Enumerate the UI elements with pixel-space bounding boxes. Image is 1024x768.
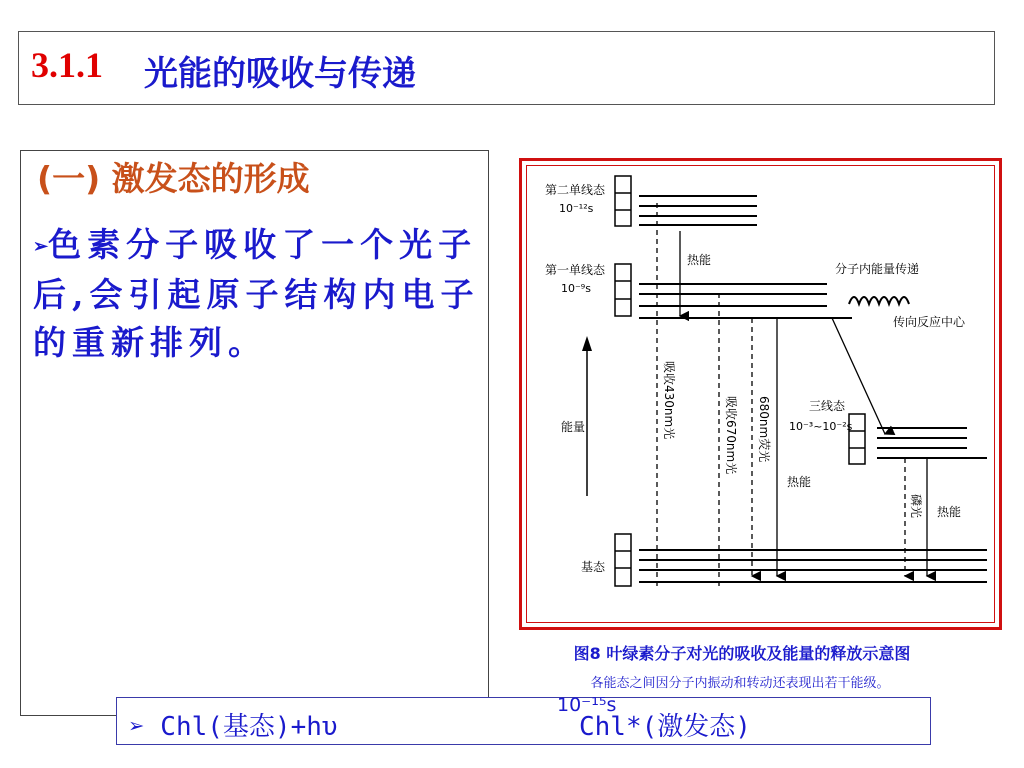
ground-box (615, 534, 631, 586)
equation-left: ➢ Chl(基态)+hυ (129, 712, 338, 742)
bullet-text: 色素分子吸收了一个光子后,会引起原子结构内电子的重新排列。 (33, 225, 480, 362)
label-first-singlet: 第一单线态 (545, 263, 606, 277)
equation-right: Chl*(激发态) (579, 712, 751, 742)
label-absorb670: 吸收670nm光 (724, 396, 738, 475)
first-singlet-levels (639, 284, 852, 318)
label-heat-mid: 热能 (787, 475, 812, 489)
label-heat-top: 热能 (687, 253, 712, 267)
figure-inner-border (526, 165, 995, 623)
triplet-levels (877, 428, 987, 458)
second-singlet-levels (639, 196, 757, 225)
label-energy: 能量 (561, 420, 586, 434)
title-box (18, 31, 995, 105)
first-singlet-box (615, 264, 631, 316)
label-heat-right: 热能 (937, 505, 962, 519)
second-singlet-box (615, 176, 631, 226)
figure-frame (519, 158, 1002, 630)
label-absorb430: 吸收430nm光 (662, 361, 676, 440)
ground-levels (639, 550, 987, 582)
arrow-intersystem (832, 318, 885, 434)
energy-level-diagram (527, 166, 998, 626)
figure-caption-note: 各能态之间因分子内振动和转动还表现出若干能级。 (590, 676, 890, 691)
section-heading: (一) 激发态的形成 (37, 159, 310, 198)
wave-icon (849, 297, 909, 304)
label-to-center: 传向反应中心 (893, 315, 966, 329)
title-number: 3.1.1 (31, 45, 103, 85)
energy-axis-arrowhead (582, 336, 592, 351)
label-second-singlet-time: 10⁻¹²s (559, 202, 594, 215)
label-second-singlet: 第二单线态 (545, 183, 606, 197)
bullet-arrow-icon: ➢ (33, 236, 49, 257)
title-text: 光能的吸收与传递 (144, 54, 416, 94)
label-ground: 基态 (581, 560, 606, 574)
equation-exponent: 10⁻¹⁵s (557, 694, 617, 716)
equation-box (116, 694, 931, 745)
label-triplet: 三线态 (809, 399, 846, 413)
bullet-paragraph (33, 221, 483, 367)
label-triplet-time: 10⁻³~10⁻²s (789, 420, 853, 433)
figure-caption: 图8 叶绿素分子对光的吸收及能量的释放示意图 (573, 644, 911, 663)
left-text-box (20, 150, 489, 716)
label-intra-transfer: 分子内能量传递 (835, 262, 920, 276)
label-fluor680: 680nm荧光 (757, 396, 771, 463)
label-phosphor: 磷光 (909, 494, 923, 519)
label-first-singlet-time: 10⁻⁹s (561, 282, 591, 295)
